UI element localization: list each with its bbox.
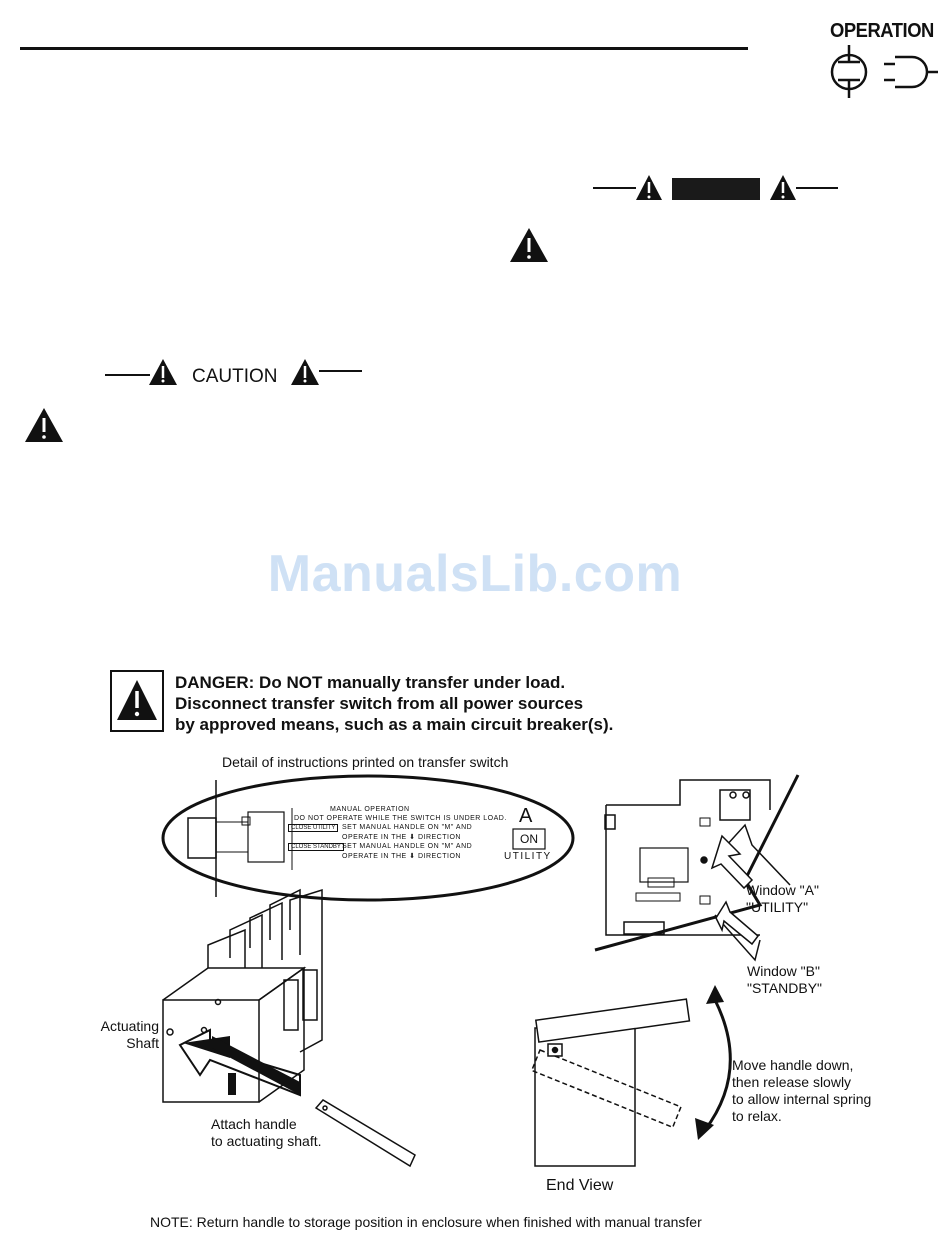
- plate-window-state: ON: [520, 832, 538, 846]
- plate-line1: DO NOT OPERATE WHILE THE SWITCH IS UNDER LOAD.: [294, 815, 507, 822]
- plate-close-utility-tag: CLOSE UTILITY: [288, 824, 338, 832]
- watermark: ManualsLib.com: [267, 545, 683, 603]
- warning-banner: [672, 178, 760, 200]
- plate-title: MANUAL OPERATION: [330, 806, 410, 813]
- switch-front-view: [595, 775, 798, 960]
- operation-icon: [832, 45, 938, 98]
- plate-window-source: UTILITY: [504, 851, 552, 862]
- end-view-handle: [532, 985, 731, 1166]
- danger-notice: DANGER: Do NOT manually transfer under load. Disconnect transfer switch from all power sources by approved means, such as a main circuit breaker(s).: [175, 673, 614, 734]
- danger-box: [110, 670, 164, 732]
- warning-icon: [25, 408, 63, 442]
- move-handle-label: Move handle down, then release slowly to allow internal spring to relax.: [732, 1057, 872, 1124]
- plate-close-standby-tag: CLOSE STANDBY: [288, 843, 344, 851]
- caution-label: CAUTION: [192, 366, 278, 387]
- attach-handle-label: Attach handle to actuating shaft.: [211, 1116, 322, 1149]
- plate-close-standby-text2: OPERATE IN THE ⬇ DIRECTION: [342, 853, 461, 860]
- end-view-label: End View: [546, 1177, 614, 1194]
- note-text: NOTE: Return handle to storage position in enclosure when finished with manual transfer: [150, 1214, 702, 1230]
- plate-close-standby-text: SET MANUAL HANDLE ON "M" AND: [342, 843, 473, 850]
- plate-window-letter: A: [519, 805, 533, 827]
- section-title: OPERATION: [830, 20, 934, 42]
- detail-caption: Detail of instructions printed on transfer switch: [222, 754, 509, 770]
- plate-close-utility-text2: OPERATE IN THE ⬇ DIRECTION: [342, 834, 461, 841]
- plate-close-utility-text: SET MANUAL HANDLE ON "M" AND: [342, 824, 473, 831]
- warning-icon: [510, 228, 548, 262]
- window-b-label: Window "B" "STANDBY": [747, 963, 823, 996]
- actuating-shaft-label: Actuating Shaft: [100, 1018, 159, 1051]
- window-a-label: Window "A" "UTILITY": [746, 882, 819, 915]
